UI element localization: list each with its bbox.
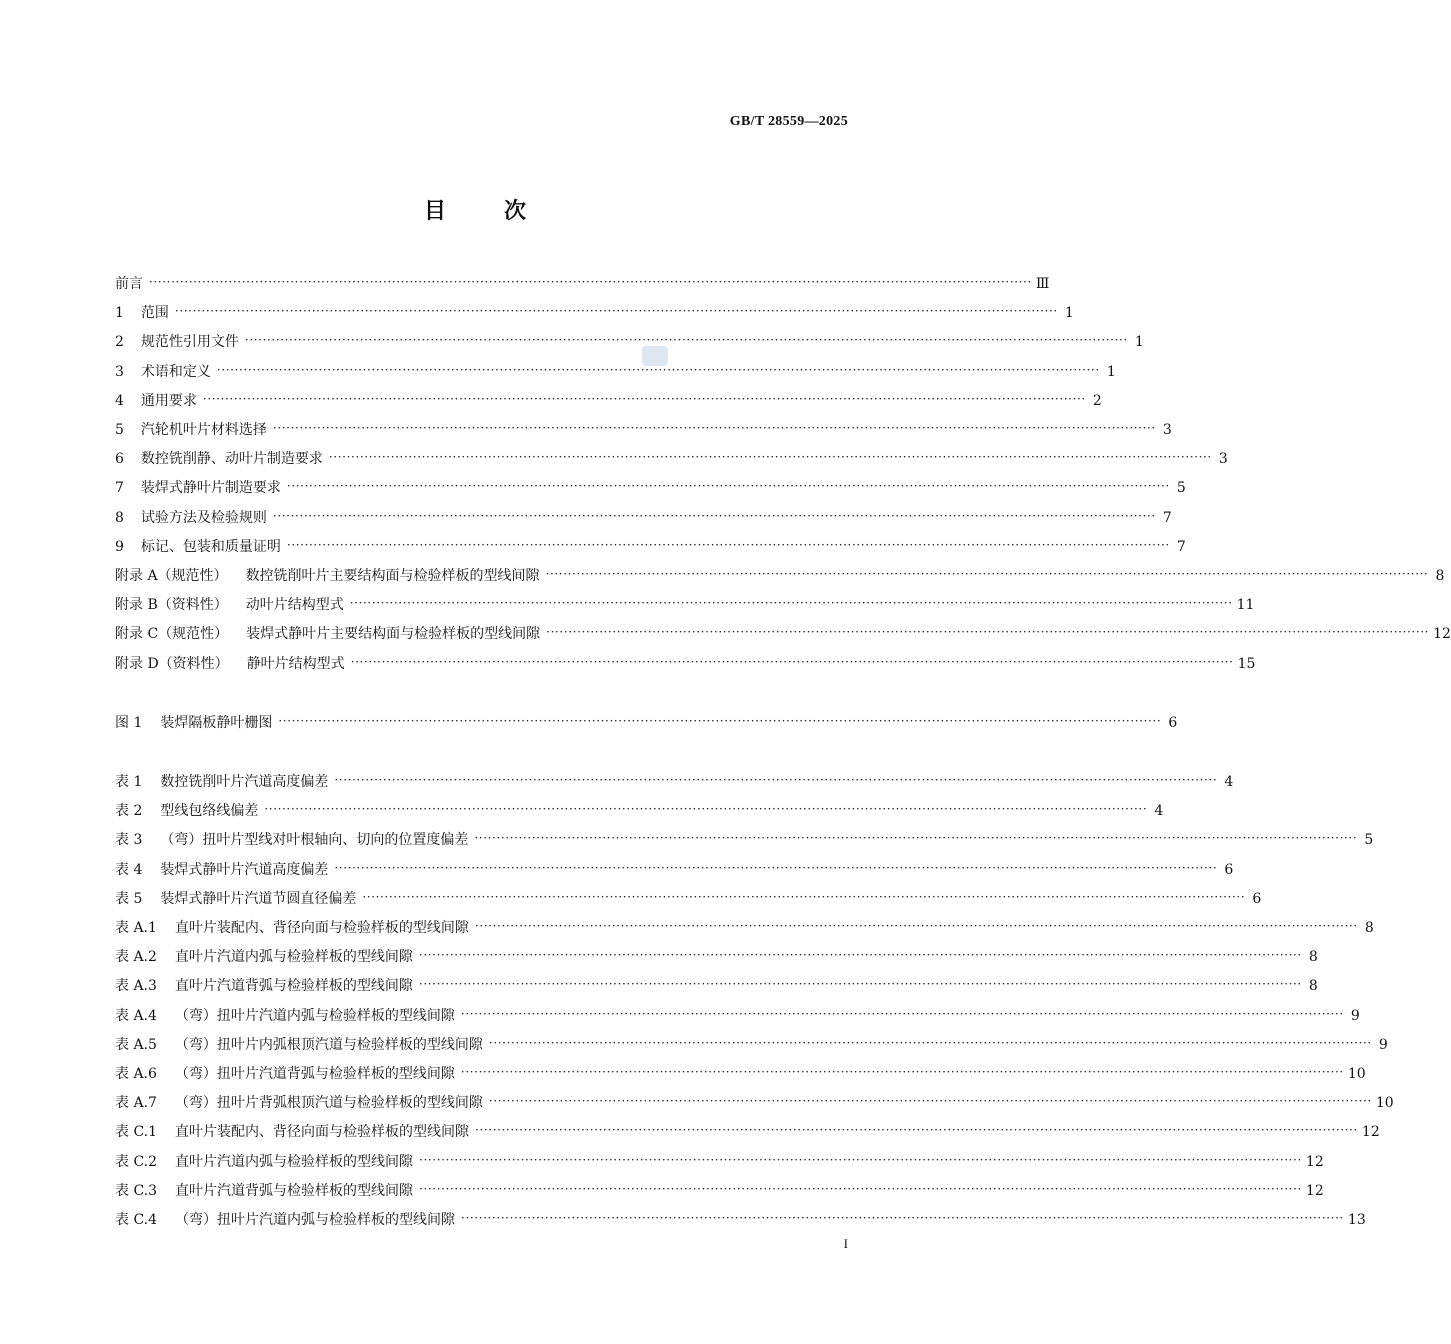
entry-page-number: 1 [1064,305,1074,322]
entry-page-number: 4 [1224,774,1234,790]
entry-title: 直叶片装配内、背径向面与检验样板的型线间隙 [175,1124,470,1141]
entry-title: 直叶片装配内、背径向面与检验样板的型线间隙 [174,920,469,936]
toc-entry[interactable] [115,476,1186,498]
entry-title: 前言 [115,276,143,292]
toc-entry[interactable] [115,447,1228,469]
entry-page-number: Ⅲ [1035,276,1050,292]
entry-title: 范围 [140,305,169,322]
leader-dots: ········································································································································································································ [334,773,1218,787]
toc-entry[interactable] [115,301,1074,323]
entry-number: 表 C.1 [115,1124,158,1141]
entry-page-number: 9 [1350,1007,1360,1024]
leader-dots: ········································································································································································································ [460,1065,1344,1079]
entry-number: 1 [115,305,124,322]
entry-page-number: 1 [1134,334,1144,351]
table-entry[interactable] [115,1150,1324,1172]
entry-number: 表 5 [115,890,143,907]
entry-number: 6 [115,451,124,468]
leader-dots: ········································································································································································································ [264,802,1148,817]
entry-page-number: 11 [1236,597,1255,614]
leader-dots: ········································································································································································································ [244,333,1128,348]
toc-entry[interactable] [115,506,1172,528]
entry-number: 2 [115,334,124,351]
entry-page-number: 12 [1361,1124,1380,1141]
leader-dots: ········································································································································································································ [546,625,1430,640]
entry-number: 表 A.6 [115,1066,157,1082]
leader-dots: ········································································································································································································ [272,508,1156,523]
leader-dots: ········································································································································································································ [362,889,1246,904]
entry-number: 8 [115,509,124,526]
leader-dots: ········································································································································································································ [149,275,1032,289]
table-entry[interactable] [115,1091,1394,1113]
entry-title: （弯）扭叶片型线对叶根轴向、切向的位置度偏差 [160,832,469,849]
leader-dots: ········································································································································································································ [474,831,1358,846]
entry-title: （弯）扭叶片汽道内弧与检验样板的型线间隙 [174,1007,455,1024]
table-entry[interactable] [115,1208,1366,1230]
entry-page-number: 7 [1176,538,1186,555]
entry-page-number: 7 [1162,509,1172,526]
entry-number: 表 A.1 [115,920,157,936]
entry-number: 表 A.7 [115,1095,157,1112]
entry-number: 4 [115,392,124,409]
entry-title: （弯）扭叶片内弧根顶汽道与检验样板的型线间隙 [174,1036,483,1053]
leader-dots: ········································································································································································································ [328,450,1212,465]
entry-number: 附录 B（资料性） [115,597,228,614]
entry-number: 表 A.4 [115,1007,157,1024]
entry-number: 表 3 [115,832,143,849]
table-entry[interactable] [115,1062,1366,1084]
entry-number: 表 4 [115,861,143,878]
entry-number: 附录 A（规范性） [115,568,228,584]
table-entry[interactable] [115,770,1234,792]
toc-entry[interactable] [115,564,1445,586]
leader-dots: ········································································································································································································ [216,362,1100,377]
leader-dots: ········································································································································································································ [418,977,1302,992]
table-entry[interactable] [115,1004,1360,1026]
toc-entry[interactable] [115,593,1255,615]
leader-dots: ········································································································································································································ [334,860,1218,875]
entry-number: 附录 D（资料性） [115,655,229,672]
entry-number: 表 C.4 [115,1212,158,1228]
title-char-1: 目 [423,198,446,224]
toc-entry[interactable] [115,652,1256,674]
entry-page-number: 8 [1435,568,1445,584]
entry-page-number: 1 [1106,363,1116,380]
entry-page-number: 6 [1252,890,1262,907]
leader-dots: ········································································································································································································ [488,1035,1372,1050]
entry-title: 型线包络线偏差 [160,803,259,820]
entry-number: 7 [115,480,124,497]
entry-title: 数控铣削叶片汽道高度偏差 [160,774,329,790]
leader-dots: ········································································································································································································ [475,1123,1358,1138]
entry-title: 动叶片结构型式 [245,597,344,614]
entry-number: 表 C.3 [115,1182,158,1199]
table-entry[interactable] [115,1179,1324,1201]
table-entry[interactable] [115,1033,1388,1055]
toc-entry[interactable] [115,535,1186,557]
entry-page-number: 10 [1375,1095,1394,1112]
entry-number: 表 C.2 [115,1153,158,1170]
entry-title: 直叶片汽道背弧与检验样板的型线间隙 [174,978,413,995]
table-entry[interactable] [115,858,1234,880]
leader-dots: ········································································································································································································ [278,714,1162,728]
table-entry[interactable] [115,828,1374,850]
table-entry[interactable] [115,799,1164,821]
entry-title: 装焊式静叶片制造要求 [140,480,281,497]
table-entry[interactable] [115,1120,1380,1142]
leader-dots: ········································································································································································································ [460,1006,1344,1021]
entry-page-number: 8 [1364,920,1374,936]
leader-dots: ········································································································································································································ [286,479,1170,494]
entry-page-number: 5 [1364,832,1374,849]
table-entry[interactable] [115,916,1374,938]
leader-dots: ········································································································································································································ [419,1181,1302,1196]
entry-number: 9 [115,538,124,555]
leader-dots: ········································································································································································································ [286,537,1170,552]
entry-number: 表 2 [115,803,143,820]
entry-number: 表 1 [115,774,143,790]
leader-dots: ········································································································································································································ [418,948,1302,963]
entry-page-number: 9 [1378,1036,1388,1053]
leader-dots: ········································································································································································································ [474,919,1358,933]
entry-page-number: 12 [1433,626,1451,643]
entry-title: 数控铣削静、动叶片制造要求 [140,451,323,468]
entry-title: 标记、包装和质量证明 [140,538,281,555]
toc-entry[interactable] [115,622,1451,644]
toc-entry[interactable] [115,272,1050,294]
toc-entry[interactable] [115,330,1144,352]
entry-title: （弯）扭叶片汽道内弧与检验样板的型线间隙 [175,1212,456,1228]
leader-dots: ········································································································································································································ [545,567,1429,581]
table-entry[interactable] [115,887,1262,909]
leader-dots: ········································································································································································································ [174,304,1058,319]
entry-page-number: 8 [1308,949,1318,966]
entry-number: 5 [115,422,124,438]
entry-title: 装焊式静叶片汽道高度偏差 [160,861,329,878]
entry-page-number: 4 [1154,803,1164,820]
toc-entry[interactable] [115,389,1102,411]
entry-title: 装焊式静叶片主要结构面与检验样板的型线间隙 [246,626,541,643]
toc-entry[interactable] [115,418,1172,440]
entry-page-number: 8 [1308,978,1318,995]
entry-title: 规范性引用文件 [140,334,239,351]
page-number: I [843,1236,848,1251]
entry-title: 术语和定义 [140,363,211,380]
entry-page-number: 6 [1224,861,1234,878]
leader-dots: ········································································································································································································ [202,391,1086,406]
entry-page-number: 2 [1092,392,1102,409]
standard-code: GB/T 28559—2025 [729,114,848,129]
leader-dots: ········································································································································································································ [461,1211,1344,1225]
leader-dots: ········································································································································································································ [350,654,1234,669]
figure-entry[interactable] [115,711,1178,733]
entry-number: 3 [115,363,124,380]
table-entry[interactable] [115,945,1318,967]
entry-title: （弯）扭叶片背弧根顶汽道与检验样板的型线间隙 [174,1095,483,1112]
entry-page-number: 12 [1305,1153,1324,1170]
toc-entry[interactable] [115,360,1116,382]
entry-title: 直叶片汽道内弧与检验样板的型线间隙 [174,949,413,966]
entry-title: 数控铣削叶片主要结构面与检验样板的型线间隙 [245,568,540,584]
entry-number: 表 A.3 [115,978,157,995]
leader-dots: ········································································································································································································ [272,421,1156,435]
entry-number: 表 A.2 [115,949,157,966]
entry-title: 装焊式静叶片汽道节圆直径偏差 [160,890,357,907]
entry-title: 汽轮机叶片材料选择 [140,422,267,438]
entry-page-number: 3 [1162,422,1172,438]
leader-dots: ········································································································································································································ [349,596,1233,611]
entry-title: 静叶片结构型式 [246,655,345,672]
entry-number: 表 A.5 [115,1036,157,1053]
entry-page-number: 3 [1218,451,1228,468]
entry-title: 直叶片汽道背弧与检验样板的型线间隙 [175,1182,414,1199]
entry-title: 装焊隔板静叶栅图 [160,715,273,731]
entry-page-number: 15 [1237,655,1256,672]
entry-page-number: 10 [1347,1066,1366,1082]
entry-title: 试验方法及检验规则 [140,509,267,526]
leader-dots: ········································································································································································································ [419,1152,1302,1167]
title-char-2: 次 [504,198,527,224]
entry-page-number: 12 [1305,1182,1324,1199]
entry-page-number: 13 [1347,1212,1366,1228]
entry-title: （弯）扭叶片汽道背弧与检验样板的型线间隙 [174,1066,455,1082]
table-entry[interactable] [115,974,1318,996]
entry-title: 直叶片汽道内弧与检验样板的型线间隙 [175,1153,414,1170]
entry-page-number: 5 [1176,480,1186,497]
entry-number: 附录 C（规范性） [115,626,229,643]
page-title [0,194,950,225]
leader-dots: ········································································································································································································ [488,1094,1372,1109]
entry-page-number: 6 [1168,715,1178,731]
entry-title: 通用要求 [140,392,197,409]
entry-number: 图 1 [115,715,143,731]
